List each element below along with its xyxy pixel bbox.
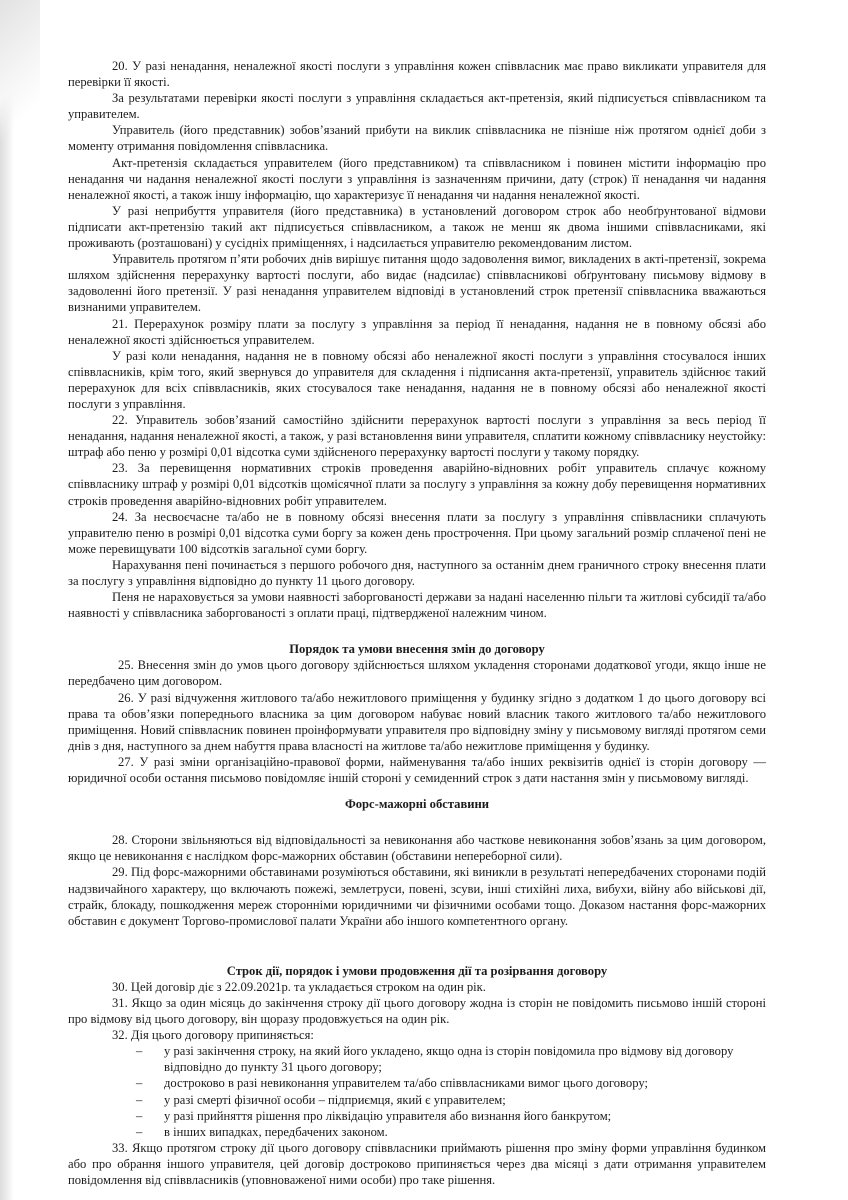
paragraph: Управитель (його представник) зобов’язаний прибути на виклик співвласника не пізніше ніж протягом однієї доби з моменту отримання повідомлення співвласника. bbox=[68, 123, 766, 154]
list-item bbox=[68, 1092, 766, 1108]
paragraph: 21. Перерахунок розміру плати за послугу з управління за період її ненадання, надання не в повному обсязі або неналежної якості здійснюється управителем. bbox=[68, 316, 766, 347]
paragraph: 31. Якщо за один місяць до закінчення строку дії цього договору жодна із сторін не повідомить письмово іншій стороні про відмову від цього договору, він щоразу продовжується на один рік. bbox=[68, 995, 766, 1027]
list-item-text: в інших випадках, передбачених законом. bbox=[164, 1124, 388, 1139]
paragraph: 23. За перевищення нормативних строків проведення аварійно-відновних робіт управитель сплачує кожному співвласнику штраф у розмірі 0,01 відсотків щомісячної плати за послугу з управління за кожну добу перевищення нормативних строків проведення аварійно-відновних робіт управителем. bbox=[68, 461, 766, 508]
paragraph: 24. За несвоєчасне та/або не в повному обсязі внесення плати за послугу з управління співвласники сплачують управителю пеню в розмірі 0,01 відсотка суми боргу за кожен день прострочення. При цьому загальний розмір сплаченої пені не може перевищувати 100 відсотків загальної суми боргу. bbox=[68, 509, 766, 556]
paragraph: 22. Управитель зобов’язаний самостійно здійснити перерахунок вартості послуги з управління за весь період її ненадання, надання неналежної якості, а також, у разі встановлення вини управителя, сплатити кожному співвласнику неустойку: штраф або пеню у розмірі 0,01 відсотка суми здійсненого перерахунку вартості послуги у такому порядку. bbox=[68, 413, 766, 460]
list-item-text: у разі прийняття рішення про ліквідацію управителя або визнання його банкрутом; bbox=[164, 1108, 612, 1123]
section-contract-end bbox=[68, 1140, 766, 1188]
paragraph: У разі неприбуття управителя (його представника) в установлений договором строк або необґрунтованої відмови підписати акт-претензію такий акт підписується співвласником, а також не менш як двома іншими співвласниками, які проживають (розташовані) у сусідніх приміщеннях, і надсилається управителю рекомендованим листом. bbox=[68, 203, 766, 251]
paragraph: У разі коли ненадання, надання не в повному обсязі або неналежної якості послуги з управління стосувалося інших співвласників, крім того, який звернувся до управителя для складення і підписання акта-претензії, управитель здійснює такий перерахунок для всіх співвласників, яких стосувалося таке ненадання, надання не в повному обсязі або неналежної якості послуги з управління. bbox=[68, 348, 766, 411]
paragraph: 20. У разі ненадання, неналежної якості послуги з управління кожен співвласник має право викликати управителя для перевірки її якості. bbox=[68, 59, 766, 90]
dash-bullet: – bbox=[136, 1076, 143, 1091]
section-contract-term bbox=[68, 979, 766, 1043]
paragraph: Нарахування пені починається з першого робочого дня, наступного за останнім днем граничного строку внесення плати за послугу з управління відповідно до пункту 11 цього договору. bbox=[68, 557, 766, 588]
paragraph: Управитель протягом п’яти робочих днів вирішує питання щодо задоволення вимог, викладених в акті-претензії, зокрема шляхом здійснення перерахунку вартості послуги, або видає (надсилає) співвласникові обґрунтовану письмову відмову в задоволенні його претензії. У разі ненадання управителем відповіді в установлений строк претензії співвласника вважаються визнаними управителем. bbox=[68, 252, 766, 315]
paragraph: 29. Під форс-мажорними обставинами розуміються обставини, які виникли в результаті непередбачених сторонами подій надзвичайного характеру, що включають пожежі, землетруси, повені, зсуви, інші стихійні лиха, вибухи, війну або військові дії, страйк, блокаду, пошкодження мереж сторонніми юридичними чи фізичними особами тощо. Доказом настання форс-мажорних обставин є документ Торгово-промислової палати України або іншого компетентного органу. bbox=[68, 865, 766, 928]
dash-bullet: – bbox=[136, 1092, 143, 1107]
paragraph: 28. Сторони звільняються від відповідальності за невиконання або часткове невиконання зобов’язань за цим договором, якщо це невиконання є наслідком форс-мажорних обставин (обставини непереборної сили). bbox=[68, 833, 766, 864]
dash-bullet: – bbox=[136, 1108, 143, 1123]
section-force-majeure bbox=[68, 832, 766, 929]
dash-bullet: – bbox=[136, 1124, 143, 1139]
list-item bbox=[68, 1124, 766, 1140]
paragraph: 26. У разі відчуження житлового та/або нежитлового приміщення у будинку згідно з додатком 1 до цього договору всі права та обов’язки попереднього власника за цим договором набуває новий власник такого житлового та/або нежитлового приміщення. Новий співвласник повинен проінформувати управителя про відповідну зміну у письмовому вигляді протягом семи днів з дня, наступного за днем набуття права власності на житлове та/або нежитлове приміщення у будинку. bbox=[68, 690, 766, 753]
list-item bbox=[68, 1075, 766, 1091]
paragraph: 33. Якщо протягом строку дії цього договору співвласники приймають рішення про зміну форми управління будинком або про обрання іншого управителя, цей договір достроково припиняється через два місяці з дати отримання управителем повідомлення від співвласників (уповноваженої ними особи) про таке рішення. bbox=[68, 1140, 766, 1187]
termination-list bbox=[68, 1043, 766, 1140]
paragraph: 32. Дія цього договору припиняється: bbox=[112, 1028, 314, 1043]
paragraph: 30. Цей договір діє з 22.09.2021р. та укладається строком на один рік. bbox=[112, 979, 486, 994]
heading-contract-changes: Порядок та умови внесення змін до договору bbox=[289, 642, 545, 657]
list-item bbox=[68, 1043, 766, 1075]
paragraph: За результатами перевірки якості послуги з управління складається акт-претензія, який підписується співвласником та управителем. bbox=[68, 91, 766, 122]
dash-bullet: – bbox=[136, 1044, 143, 1059]
list-item bbox=[68, 1108, 766, 1124]
scan-fold-edge bbox=[0, 0, 14, 1200]
heading-force-majeure: Форс-мажорні обставини bbox=[344, 797, 490, 812]
scan-corner-shadow bbox=[0, 0, 40, 140]
paragraph: 25. Внесення змін до умов цього договору здійснюється шляхом укладення сторонами додаткової угоди, якщо інше не передбачено цим договором. bbox=[68, 658, 766, 689]
document-page bbox=[68, 58, 766, 1188]
list-item-text: у разі смерті фізичної особи – підприємця, який є управителем; bbox=[164, 1092, 506, 1107]
paragraph: Пеня не нараховується за умови наявності заборгованості держави за надані населенню пільги та житлові субсидії та/або наявності у співвласника заборгованості з оплати праці, підтвердженої належним чином. bbox=[68, 590, 766, 621]
section-liability bbox=[68, 58, 766, 621]
paragraph: Акт-претензія складається управителем (його представником) та співвласником і повинен містити інформацію про ненадання чи надання неналежної якості послуги з управління із зазначенням причини, дату (строк) її ненадання чи надання неналежної якості, а також іншу інформацію, що характеризує її ненадання чи надання неналежної якості. bbox=[68, 155, 766, 202]
list-item-text: у разі закінчення строку, на який його укладено, якщо одна із сторін повідомила про відмову від договору відповідно до пункту 31 цього договору; bbox=[164, 1044, 734, 1075]
section-contract-changes bbox=[68, 657, 766, 786]
paragraph: 27. У разі зміни організаційно-правової форми, найменування та/або інших реквізитів однієї із сторін договору — юридичної особи остання письмово повідомляє іншій стороні у семиденний строк з дати настання змін у письмовому вигляді. bbox=[68, 754, 766, 786]
list-item-text: достроково в разі невиконання управителем та/або співвласниками вимог цього договору; bbox=[164, 1076, 648, 1091]
heading-contract-term: Строк дії, порядок і умови продовження дії та розірвання договору bbox=[226, 963, 608, 978]
